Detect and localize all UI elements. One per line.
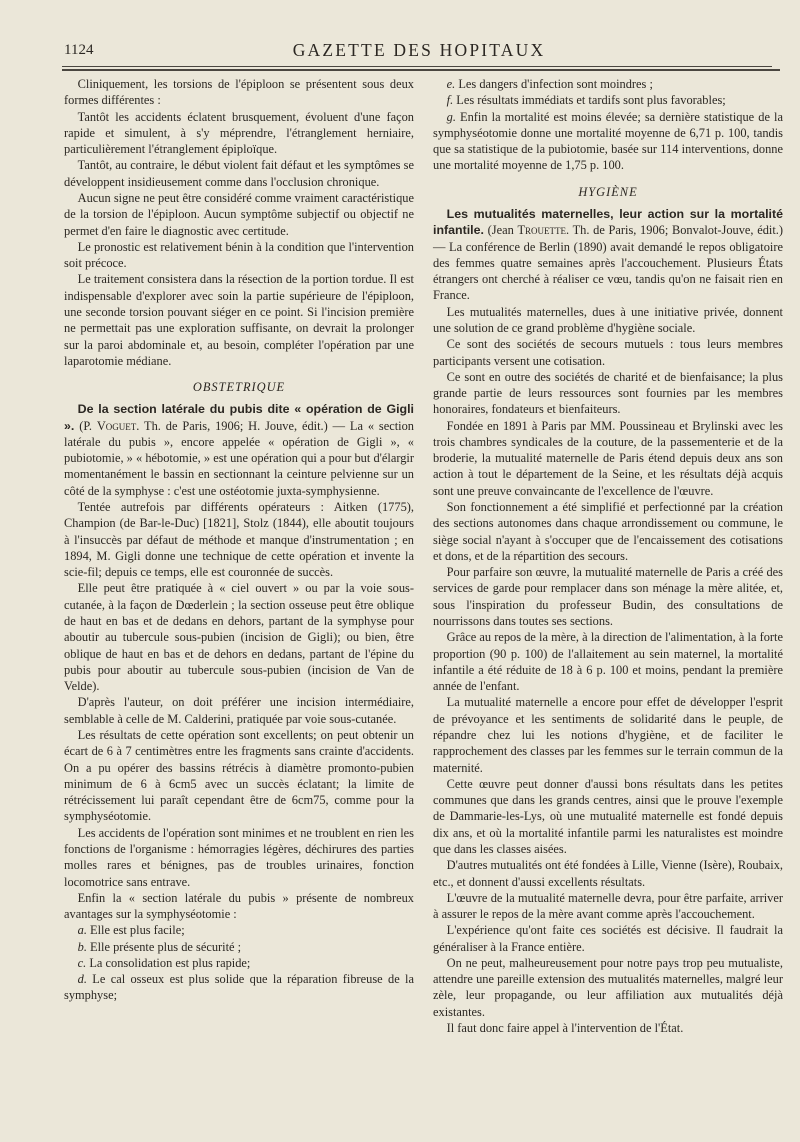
running-title: GAZETTE DES HOPITAUX: [292, 40, 546, 60]
list-letter: g.: [446, 109, 456, 124]
list-item: [64, 955, 414, 971]
article-ref-open: (Jean: [483, 223, 518, 238]
list-letter: f.: [446, 93, 454, 108]
paragraph: D'autres mutualités ont été fondées à Lille, Vienne (Isère), Roubaix, etc., et donnent d'aussi excellents résultats.: [433, 858, 784, 889]
list-letter: d.: [77, 972, 87, 987]
paragraph: Les mutualités maternelles, dues à une initiative privée, donnent une solution de ce grand problème d'hygiène sociale.: [433, 304, 783, 335]
paragraph: Aucun signe ne peut être considéré comme vraiment caractéristique de la torsion de l'épiploon. Aucun symptôme subjectif ou objectif ne permet d'en faire le diagnostic avec certitude.: [64, 190, 414, 238]
paragraph: Ce sont en outre des sociétés de charité et de bienfaisance; la plus grande partie de leurs ressources sont fournies par les membres honoraires, fondateurs et bienfaiteurs.: [433, 369, 783, 417]
list-item: [64, 971, 414, 1004]
list-item: [64, 939, 414, 955]
list-item: [433, 109, 783, 174]
paragraph: La mutualité maternelle a encore pour effet de développer l'esprit de prévoyance et les sentiments de solidarité dans le peuple, de répandre chez lui les notions d'hygiène, et de faciliter le rapprochement des classes par les femmes sur le terrain commun de la maternité.: [433, 695, 783, 775]
list-letter: c.: [77, 955, 87, 970]
page-header: [64, 40, 774, 64]
article-lead: [64, 401, 414, 499]
paragraph: Tantôt les accidents éclatent brusquement, évoluent d'une façon rapide et simulent, à s'y méprendre, l'étranglement herniaire, particulièrement l'étranglement épiploïque.: [64, 109, 414, 157]
list-text: Enfin la mortalité est moins élevée; sa dernière statistique de la symphyséotomie donne une mortalité moyenne de 6,71 p. 100, tandis que sa statistique de la pubiotomie, basée sur 114 interventions, donne une mortalité moyenne de 1,75 p. 100.: [433, 109, 783, 173]
list-item: [64, 922, 414, 938]
section-heading-hygiene: HYGIÈNE: [578, 184, 638, 199]
list-text: Elle présente plus de sécurité ;: [86, 939, 242, 954]
paragraph: Grâce au repos de la mère, à la direction de l'alimentation, à la forte proportion (90 p. 100) de l'allaitement au sein maternel, la mortalité infantile a été réduite de 18 à 6 p. 100 et moins, pendant la première année de l'enfant.: [433, 630, 783, 694]
header-rule-thick: [62, 69, 780, 71]
paragraph: Le pronostic est relativement bénin à la condition que l'intervention soit précoce.: [64, 239, 414, 271]
list-text: Les résultats immédiats et tardifs sont plus favorables;: [453, 93, 726, 108]
page-number: 1124: [64, 42, 94, 58]
article-ref: . Th. de Paris, 1906; Bonvalot-Jouve, édit.) — La conférence de Berlin (1890) avait demandé le repos obligatoire des femmes quatre semaines après l'accouchement. Plusieurs États étrangers ont cherché à réaliser ce vœu, tandis qu'on ne faisait rien en France.: [433, 223, 784, 303]
list-text: Les dangers d'infection sont moindres ;: [455, 77, 653, 91]
header-rule-thin: [62, 66, 772, 67]
right-column: [433, 76, 783, 1036]
list-letter: b.: [77, 939, 87, 954]
paragraph: Les accidents de l'opération sont minimes et ne troublent en rien les fonctions de l'organisme : hémorragies légères, déchirures des parties molles rares et bénignes, pas de troubles urinaires, fonction locomotrice sans entrave.: [64, 825, 414, 889]
paragraph: L'œuvre de la mutualité maternelle devra, pour être parfaite, arriver à assurer le repos de la mère avant comme après l'accouchement.: [433, 890, 783, 922]
article-ref: . Th. de Paris, 1906; H. Jouve, édit.) — La « section latérale du pubis », encore appelée « opération de Gigli », « pubiotomie, » « hébotomie, » est une opération qui a pour but d'élargir momentanément le bassin en sectionnant la ceinture pelvienne sur un côté de la symphyse : c'est une ostéotomie juxta-symphysienne.: [64, 418, 414, 498]
list-text: Le cal osseux est plus solide que la réparation fibreuse de la symphyse;: [64, 972, 414, 1003]
paragraph: Les résultats de cette opération sont excellents; on peut obtenir un écart de 6 à 7 centimètres entre les fragments sans crainte d'accidents. On a pu opérer des bassins rétrécis à diamètre promonto-pubien minimum de 6 à 6cm5 avec un succès éclatant; la limite de rétrécissement lui paraît cependant être de 6cm75, comme pour la symphyséotomie.: [64, 727, 414, 824]
paragraph: Tantôt, au contraire, le début violent fait défaut et les symptômes se développent insidieusement comme dans l'occlusion chronique.: [64, 158, 414, 189]
paragraph: Tentée autrefois par différents opérateurs : Aitken (1775), Champion (de Bar-le-Duc) [1821], Stolz (1844), elle aboutit toujours à l'insuccès par défaut de méthode et manque d'instrumentation ; en 1894, M. Gigli donne une technique de cette opération et invente la scie-fil; depuis ce temps, elle est couronnée de succès.: [64, 500, 414, 580]
left-column: [64, 76, 414, 1004]
paragraph: Cliniquement, les torsions de l'épiploon se présentent sous deux formes différentes :: [64, 77, 414, 108]
paragraph: Il faut donc faire appel à l'intervention de l'État.: [446, 1021, 684, 1036]
paragraph: Ce sont des sociétés de secours mutuels : tous leurs membres participants versent une cotisation.: [433, 337, 783, 368]
article-lead: [433, 206, 783, 304]
list-item: [433, 92, 783, 108]
paragraph: L'expérience qu'ont faite ces sociétés est décisive. Il faudrait la généraliser à la France entière.: [433, 923, 783, 954]
paragraph: On ne peut, malheureusement pour notre pays trop peu mutualiste, attendre une pareille extension des mutualités maternelles, malgré leur zèle, leur propagande, ou leur affiliation aux mutualités déjà existantes.: [433, 955, 783, 1019]
paragraph: D'après l'auteur, on doit préférer une incision intermédiaire, semblable à celle de M. Calderini, pratiquée par voie sous-cutanée.: [64, 695, 414, 726]
paragraph: Fondée en 1891 à Paris par MM. Poussineau et Brylinski avec les trois chambres syndicales de la couture, de la passementerie et de la broderie, la mutualité maternelle de Paris étend depuis deux ans son action à tout le département de la Seine, et les résultats déjà acquis sont une preuve convaincante de l'excellence de l'œuvre.: [433, 418, 783, 498]
article-title: De la section latérale du pubis dite « opération de Gigli ».: [64, 402, 414, 433]
article-author: Voguet: [96, 418, 137, 433]
paragraph: Le traitement consistera dans la résection de la portion tordue. Il est indispensable d'explorer avec soin la partie supérieure de l'épiploon, une seconde torsion pouvant siéger en ce point. Si l'incision première ne permettait pas une exploration suffisante, on devrait la prolonger sur la paroi abdominale et, au besoin, compléter l'opération par une laparotomie médiane.: [64, 272, 414, 368]
paragraph: Son fonctionnement a été simplifié et perfectionné par la création des sections autonomes dans chaque arrondissement ou commune, le siège social n'ayant à s'occuper que de l'encaissement des cotisations et dons, et de la répartition des secours.: [433, 500, 783, 563]
list-item: [433, 76, 783, 92]
article-author: Trouette: [517, 223, 567, 238]
paragraph: Cette œuvre peut donner d'aussi bons résultats dans les petites communes que dans les grands centres, ainsi que le prouve l'exemple de Dammarie-les-Lys, où une mutualité maternelle est fondé depuis dix ans, et où la mortalité infantile parmi les naturalistes est moindre que dans les classes aisées.: [433, 776, 783, 856]
paragraph: Elle peut être pratiquée à « ciel ouvert » ou par la voie sous-cutanée, à la façon de Dœderlein ; la section osseuse peut être oblique de haut en bas et de dedans en dehors, partant de la symphyse pour aboutir au tubercule sous-pubien (incision de Gigli); ou bien, être oblique de haut en bas et de dehors en dedans, partant de l'épine du pubis pour aboutir au tubercule sous-pubien (incision de Van de Velde).: [64, 581, 414, 694]
paragraph: Pour parfaire son œuvre, la mutualité maternelle de Paris a créé des services de garde pour remplacer dans son ménage la mère alitée, et, sous l'inspiration du professeur Budin, des consultations de nourrissons dans toutes ses sections.: [433, 565, 783, 628]
section-heading-obstetrique: OBSTETRIQUE: [192, 380, 286, 395]
paragraph: Enfin la « section latérale du pubis » présente de nombreux avantages sur la symphyséotomie :: [64, 890, 414, 922]
list-letter: a.: [77, 923, 87, 938]
article-ref-open: (P.: [74, 418, 97, 433]
list-text: Elle est plus facile;: [86, 923, 185, 938]
list-text: La consolidation est plus rapide;: [86, 955, 251, 970]
article-title: Les mutualités maternelles, leur action sur la mortalité infantile.: [433, 206, 783, 238]
list-letter: e.: [446, 77, 456, 91]
